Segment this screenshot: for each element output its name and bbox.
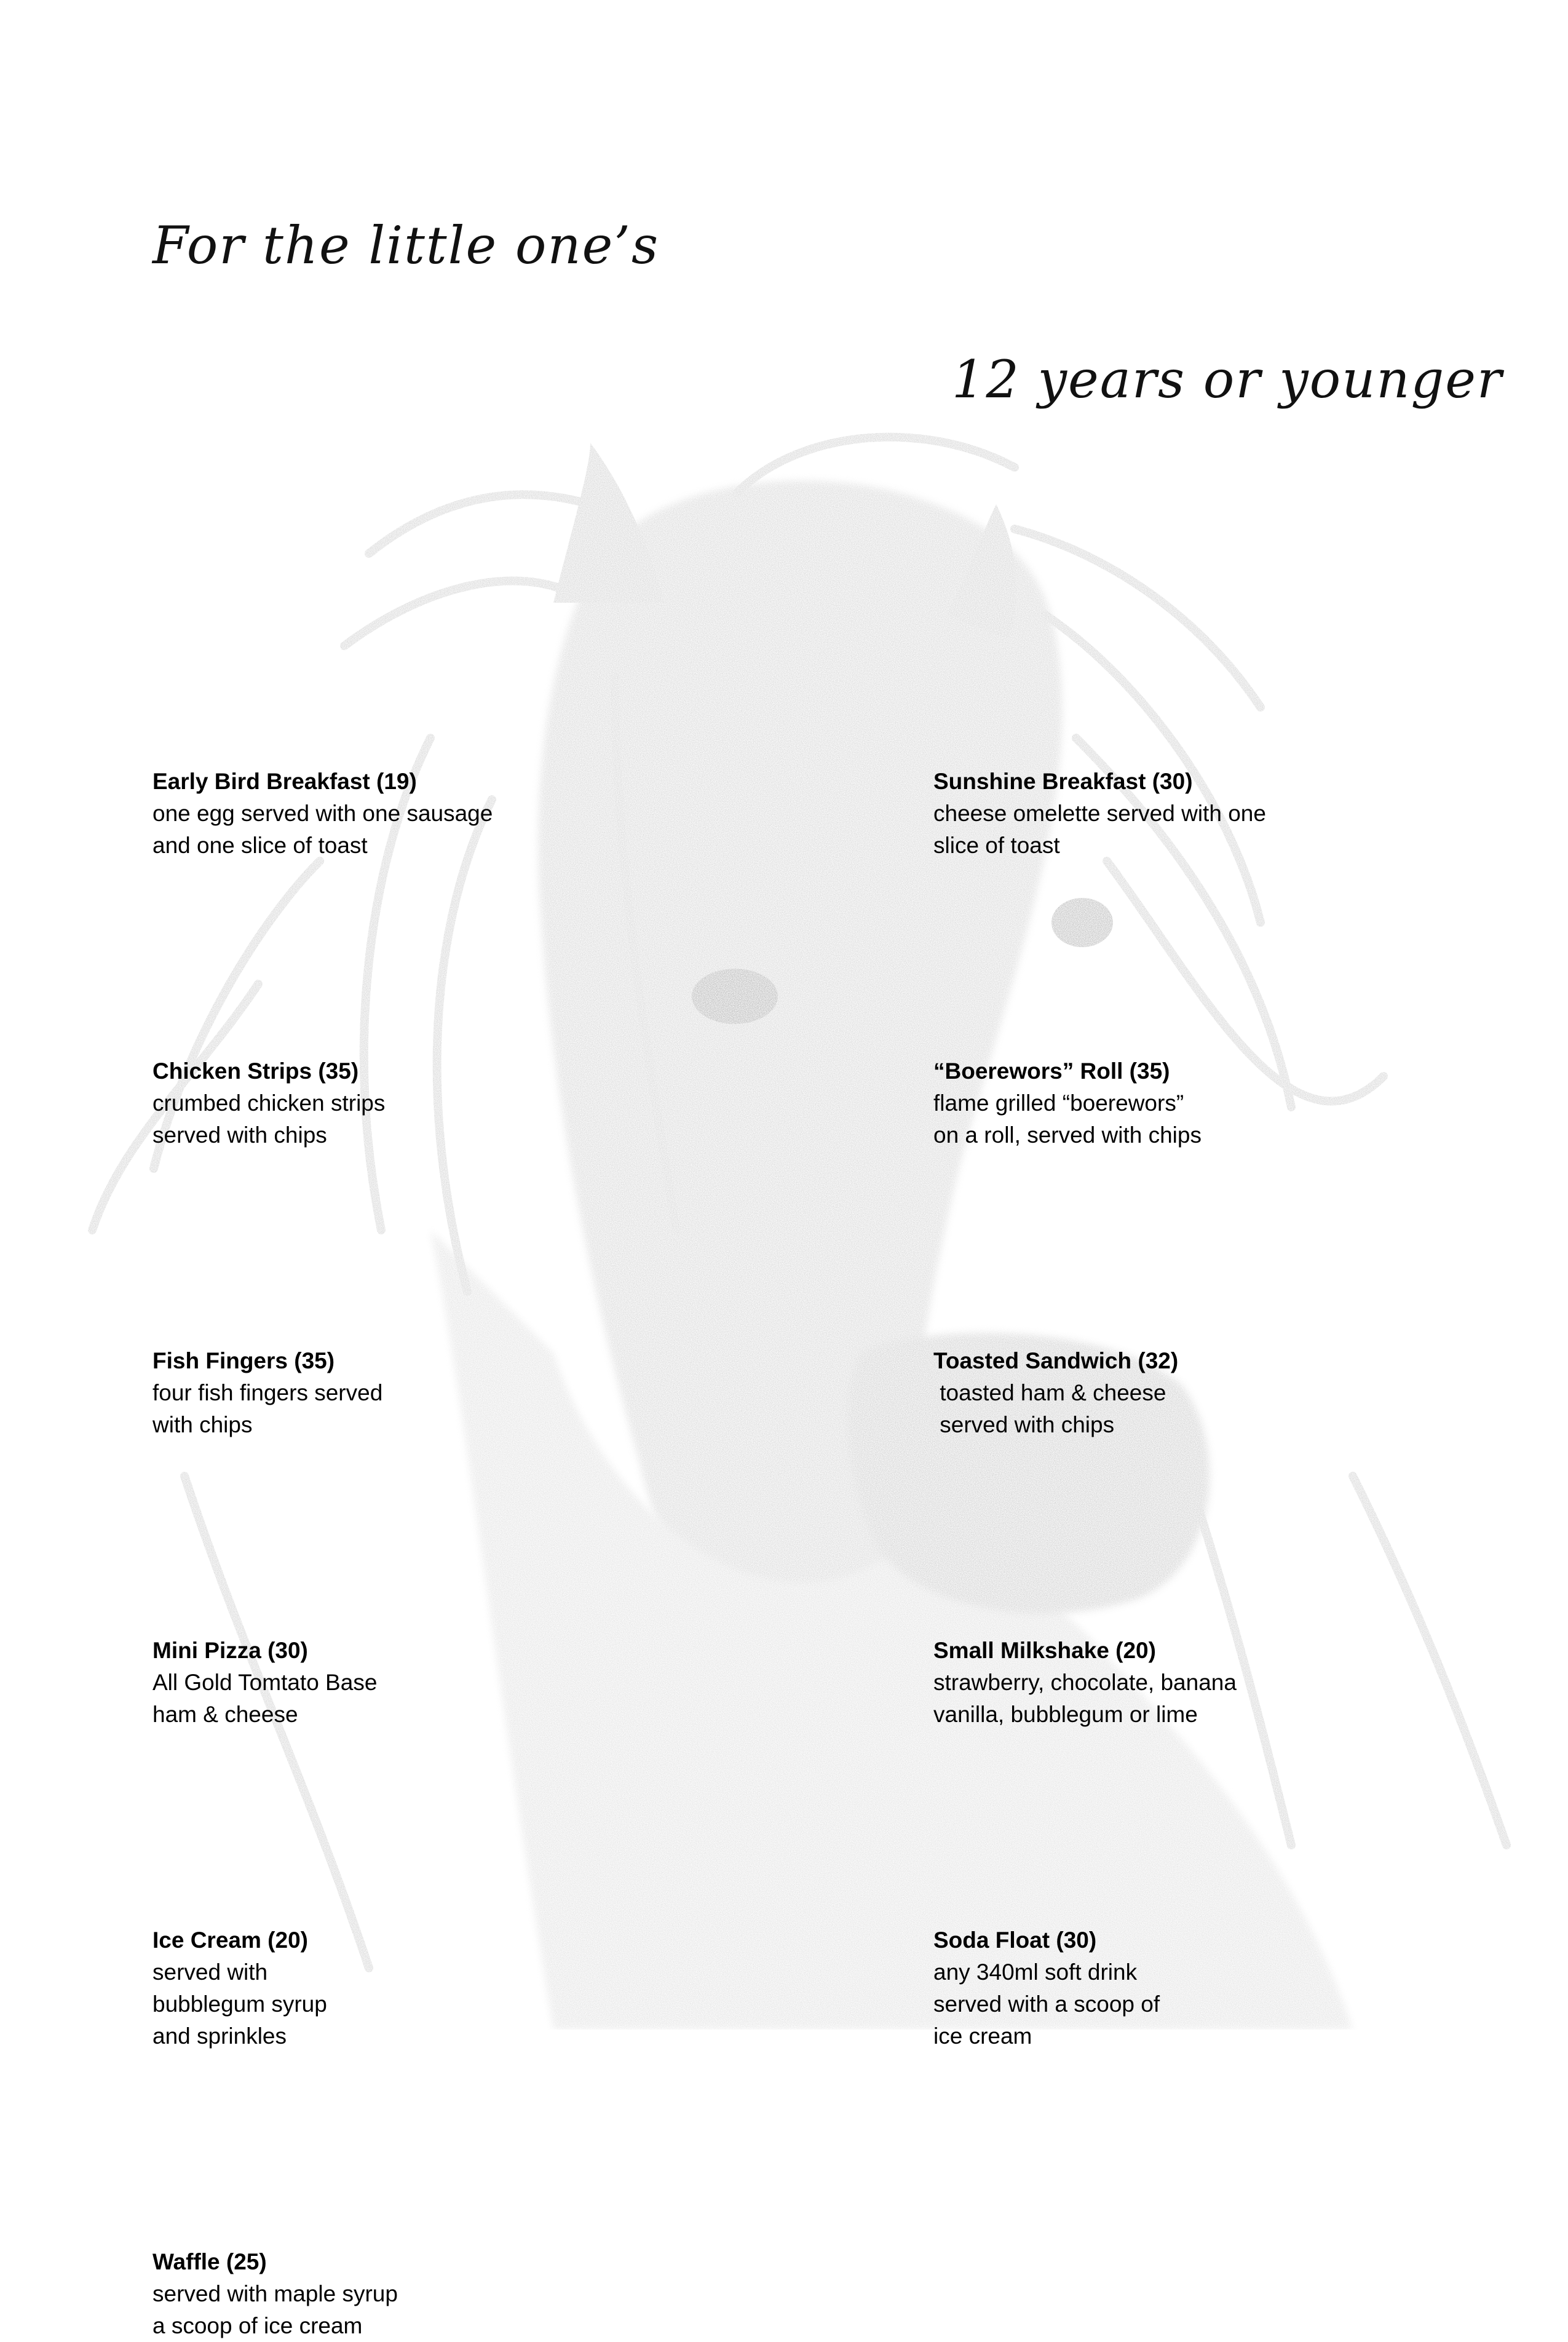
menu-item-chicken-strips: [152, 1055, 706, 1151]
item-name: Toasted Sandwich (32): [933, 1348, 1179, 1373]
menu-title: For the little one’s: [152, 215, 660, 276]
item-description: served with: [152, 1959, 268, 1985]
item-description: served with maple syrup: [152, 2281, 398, 2306]
age-subtitle: 12 years or younger: [952, 349, 1503, 410]
item-description: toasted ham & cheese: [933, 1380, 1166, 1405]
item-description: one egg served with one sausage: [152, 801, 493, 826]
item-name: “Boerewors” Roll (35): [933, 1058, 1170, 1084]
menu-item-toasted-sandwich: [933, 1345, 1487, 1441]
item-description: served with chips: [933, 1412, 1115, 1437]
item-description: All Gold Tomtato Base: [152, 1670, 378, 1695]
item-description: ice cream: [933, 2023, 1032, 2049]
menu-item-soda-float: [933, 1924, 1487, 2052]
item-name: Early Bird Breakfast (19): [152, 769, 417, 794]
item-description: a scoop of ice cream: [152, 2313, 363, 2338]
item-description: bubblegum syrup: [152, 1991, 327, 2017]
left-menu-column: [152, 766, 706, 2342]
item-description: served with chips: [152, 1122, 327, 1148]
right-menu-column: [933, 766, 1487, 2052]
item-description: four fish fingers served: [152, 1380, 383, 1405]
item-description: on a roll, served with chips: [933, 1122, 1202, 1148]
item-description: slice of toast: [933, 833, 1060, 858]
item-description: and one slice of toast: [152, 833, 368, 858]
item-name: Chicken Strips (35): [152, 1058, 359, 1084]
item-description: with chips: [152, 1412, 253, 1437]
item-description: crumbed chicken strips: [152, 1090, 386, 1116]
menu-item-waffle: [152, 2246, 706, 2342]
item-description: served with a scoop of: [933, 1991, 1160, 2017]
item-name: Ice Cream (20): [152, 1927, 308, 1953]
item-name: Waffle (25): [152, 2249, 267, 2274]
item-description: strawberry, chocolate, banana: [933, 1670, 1237, 1695]
menu-item-sunshine-breakfast: [933, 766, 1487, 862]
menu-item-small-milkshake: [933, 1635, 1487, 1731]
menu-item-boerewors-roll: [933, 1055, 1487, 1151]
item-name: Mini Pizza (30): [152, 1638, 308, 1663]
item-description: any 340ml soft drink: [933, 1959, 1138, 1985]
menu-item-ice-cream: [152, 1924, 706, 2052]
item-name: Sunshine Breakfast (30): [933, 769, 1193, 794]
item-description: flame grilled “boerewors”: [933, 1090, 1184, 1116]
item-name: Small Milkshake (20): [933, 1638, 1156, 1663]
item-description: and sprinkles: [152, 2023, 287, 2049]
item-name: Fish Fingers (35): [152, 1348, 335, 1373]
menu-item-fish-fingers: [152, 1345, 706, 1441]
item-description: vanilla, bubblegum or lime: [933, 1702, 1198, 1727]
item-description: ham & cheese: [152, 1702, 298, 1727]
menu-item-early-bird-breakfast: [152, 766, 706, 862]
menu-item-mini-pizza: [152, 1635, 706, 1731]
item-name: Soda Float (30): [933, 1927, 1097, 1953]
item-description: cheese omelette served with one: [933, 801, 1266, 826]
